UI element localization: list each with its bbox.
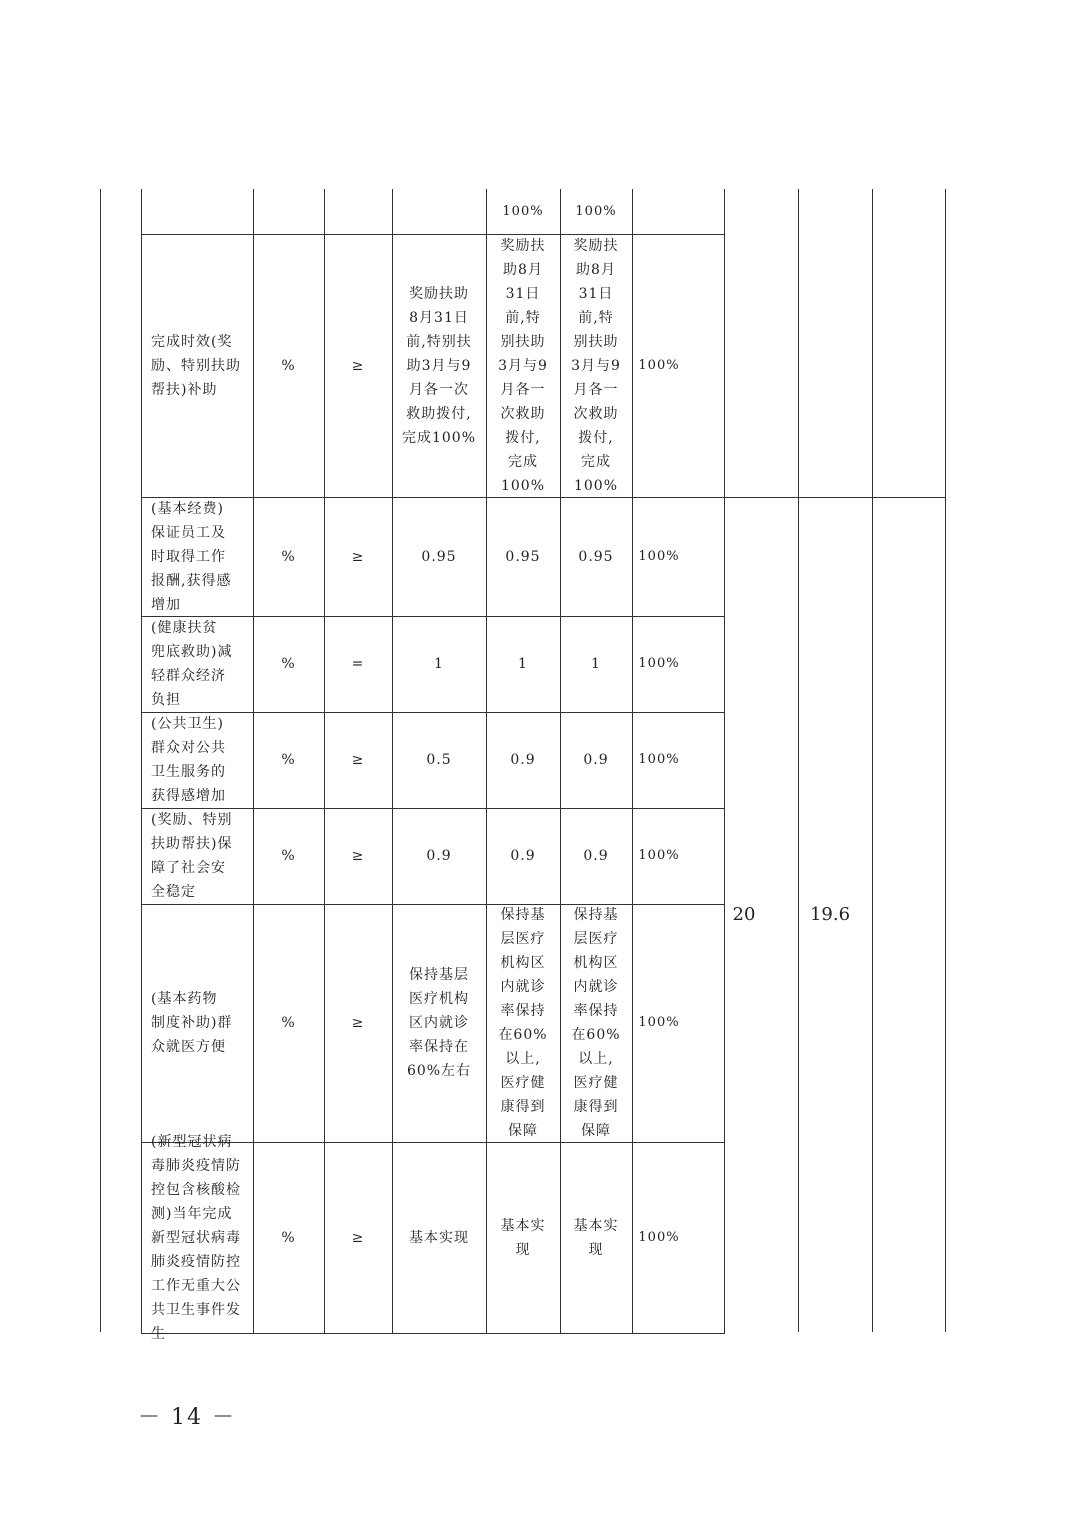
col-divider: [798, 189, 799, 1332]
table-cell-rate: 100%: [638, 357, 680, 373]
table-right-border: [945, 189, 946, 1332]
table-cell-actual: 100%: [575, 203, 617, 219]
table-cell-operator: ≥: [351, 357, 365, 374]
table-cell-actual: 基本实 现: [573, 1217, 619, 1258]
table-cell-operator: ≥: [351, 1229, 365, 1246]
table-cell-operator: =: [351, 656, 365, 672]
table-cell-annual-target: 0.9: [426, 848, 452, 864]
table-cell-unit: %: [281, 1015, 296, 1031]
table-cell-expected: 0.9: [510, 752, 536, 768]
table-cell-unit: %: [281, 848, 296, 864]
table-cell-rate: 100%: [638, 848, 680, 863]
group-weight-cell: 20: [732, 904, 756, 925]
table-cell-expected: 基本实 现: [500, 1217, 546, 1258]
table-cell-expected: 保持基 层医疗 机构区 内就诊 率保持 在60% 以上, 医疗健 康得到 保障: [498, 907, 548, 1139]
table-cell-expected: 100%: [502, 203, 544, 219]
table-cell-actual: 0.9: [583, 752, 609, 768]
table-cell-indicator: (基本经费) 保证员工及 时取得工作 报酬,获得感 增加: [151, 500, 232, 613]
table-cell-unit: %: [281, 752, 296, 768]
table-cell-annual-target: 保持基层 医疗机构 区内就诊 率保持在 60%左右: [406, 967, 472, 1079]
table-cell-unit: %: [281, 1229, 296, 1246]
table-cell-annual-target: 奖励扶助 8月31日 前,特别扶 助3月与9 月各一次 救助拨付, 完成100%: [401, 285, 477, 446]
table-cell-indicator: (奖励、特别 扶助帮扶)保 障了社会安 全稳定: [151, 812, 233, 900]
table-cell-actual: 1: [591, 656, 601, 672]
table-cell-operator: ≥: [351, 752, 365, 768]
table-cell-rate: 100%: [638, 656, 680, 671]
table-cell-unit: %: [281, 357, 296, 374]
table-cell-unit: %: [281, 548, 296, 565]
table-cell-unit: %: [281, 656, 296, 672]
group-score-cell: 19.6: [809, 904, 851, 925]
table-cell-operator: ≥: [351, 1015, 365, 1031]
table-cell-annual-target: 0.95: [421, 548, 457, 565]
table-cell-actual: 0.9: [583, 848, 609, 864]
table-cell-actual: 0.95: [578, 548, 614, 565]
table-cell-indicator: (基本药物 制度补助)群 众就医方便: [151, 991, 233, 1055]
table-left-border: [100, 189, 101, 1332]
table-cell-annual-target: 1: [434, 656, 444, 672]
table-cell-expected: 0.95: [505, 548, 541, 565]
col-divider: [872, 189, 873, 1332]
table-cell-rate: 100%: [638, 1229, 680, 1245]
table-cell-expected: 0.9: [510, 848, 536, 864]
table-cell-annual-target: 基本实现: [409, 1229, 469, 1246]
table-cell-operator: ≥: [351, 548, 365, 565]
table-cell-rate: 100%: [638, 1015, 680, 1030]
table-cell-indicator: 完成时效(奖 励、特别扶助 帮扶)补助: [151, 333, 241, 398]
table-cell-indicator: (公共卫生) 群众对公共 卫生服务的 获得感增加: [151, 716, 226, 804]
table-cell-expected: 奖励扶 助8月 31日 前,特 别扶助 3月与9 月各一 次救助 拨付, 完成 100%: [498, 237, 548, 494]
table-cell-indicator: (新型冠状病 毒肺炎疫情防 控包含核酸检 测)当年完成 新型冠状病毒 肺炎疫情防控 工作无重大公 共卫生事件发 生: [151, 1133, 241, 1342]
table-cell-rate: 100%: [638, 752, 680, 767]
table-cell-actual: 保持基 层医疗 机构区 内就诊 率保持 在60% 以上, 医疗健 康得到 保障: [571, 907, 621, 1139]
page-number: － 14 －: [138, 1405, 236, 1430]
table-cell-rate: 100%: [638, 548, 680, 564]
col-divider: [724, 189, 725, 1334]
table-cell-indicator: (健康扶贫 兜底救助)减 轻群众经济 负担: [151, 620, 233, 708]
table-cell-operator: ≥: [351, 848, 365, 864]
table-cell-annual-target: 0.5: [426, 752, 452, 768]
table-cell-expected: 1: [518, 656, 528, 672]
table-cell-actual: 奖励扶 助8月 31日 前,特 别扶助 3月与9 月各一 次救助 拨付, 完成 100%: [571, 237, 621, 494]
